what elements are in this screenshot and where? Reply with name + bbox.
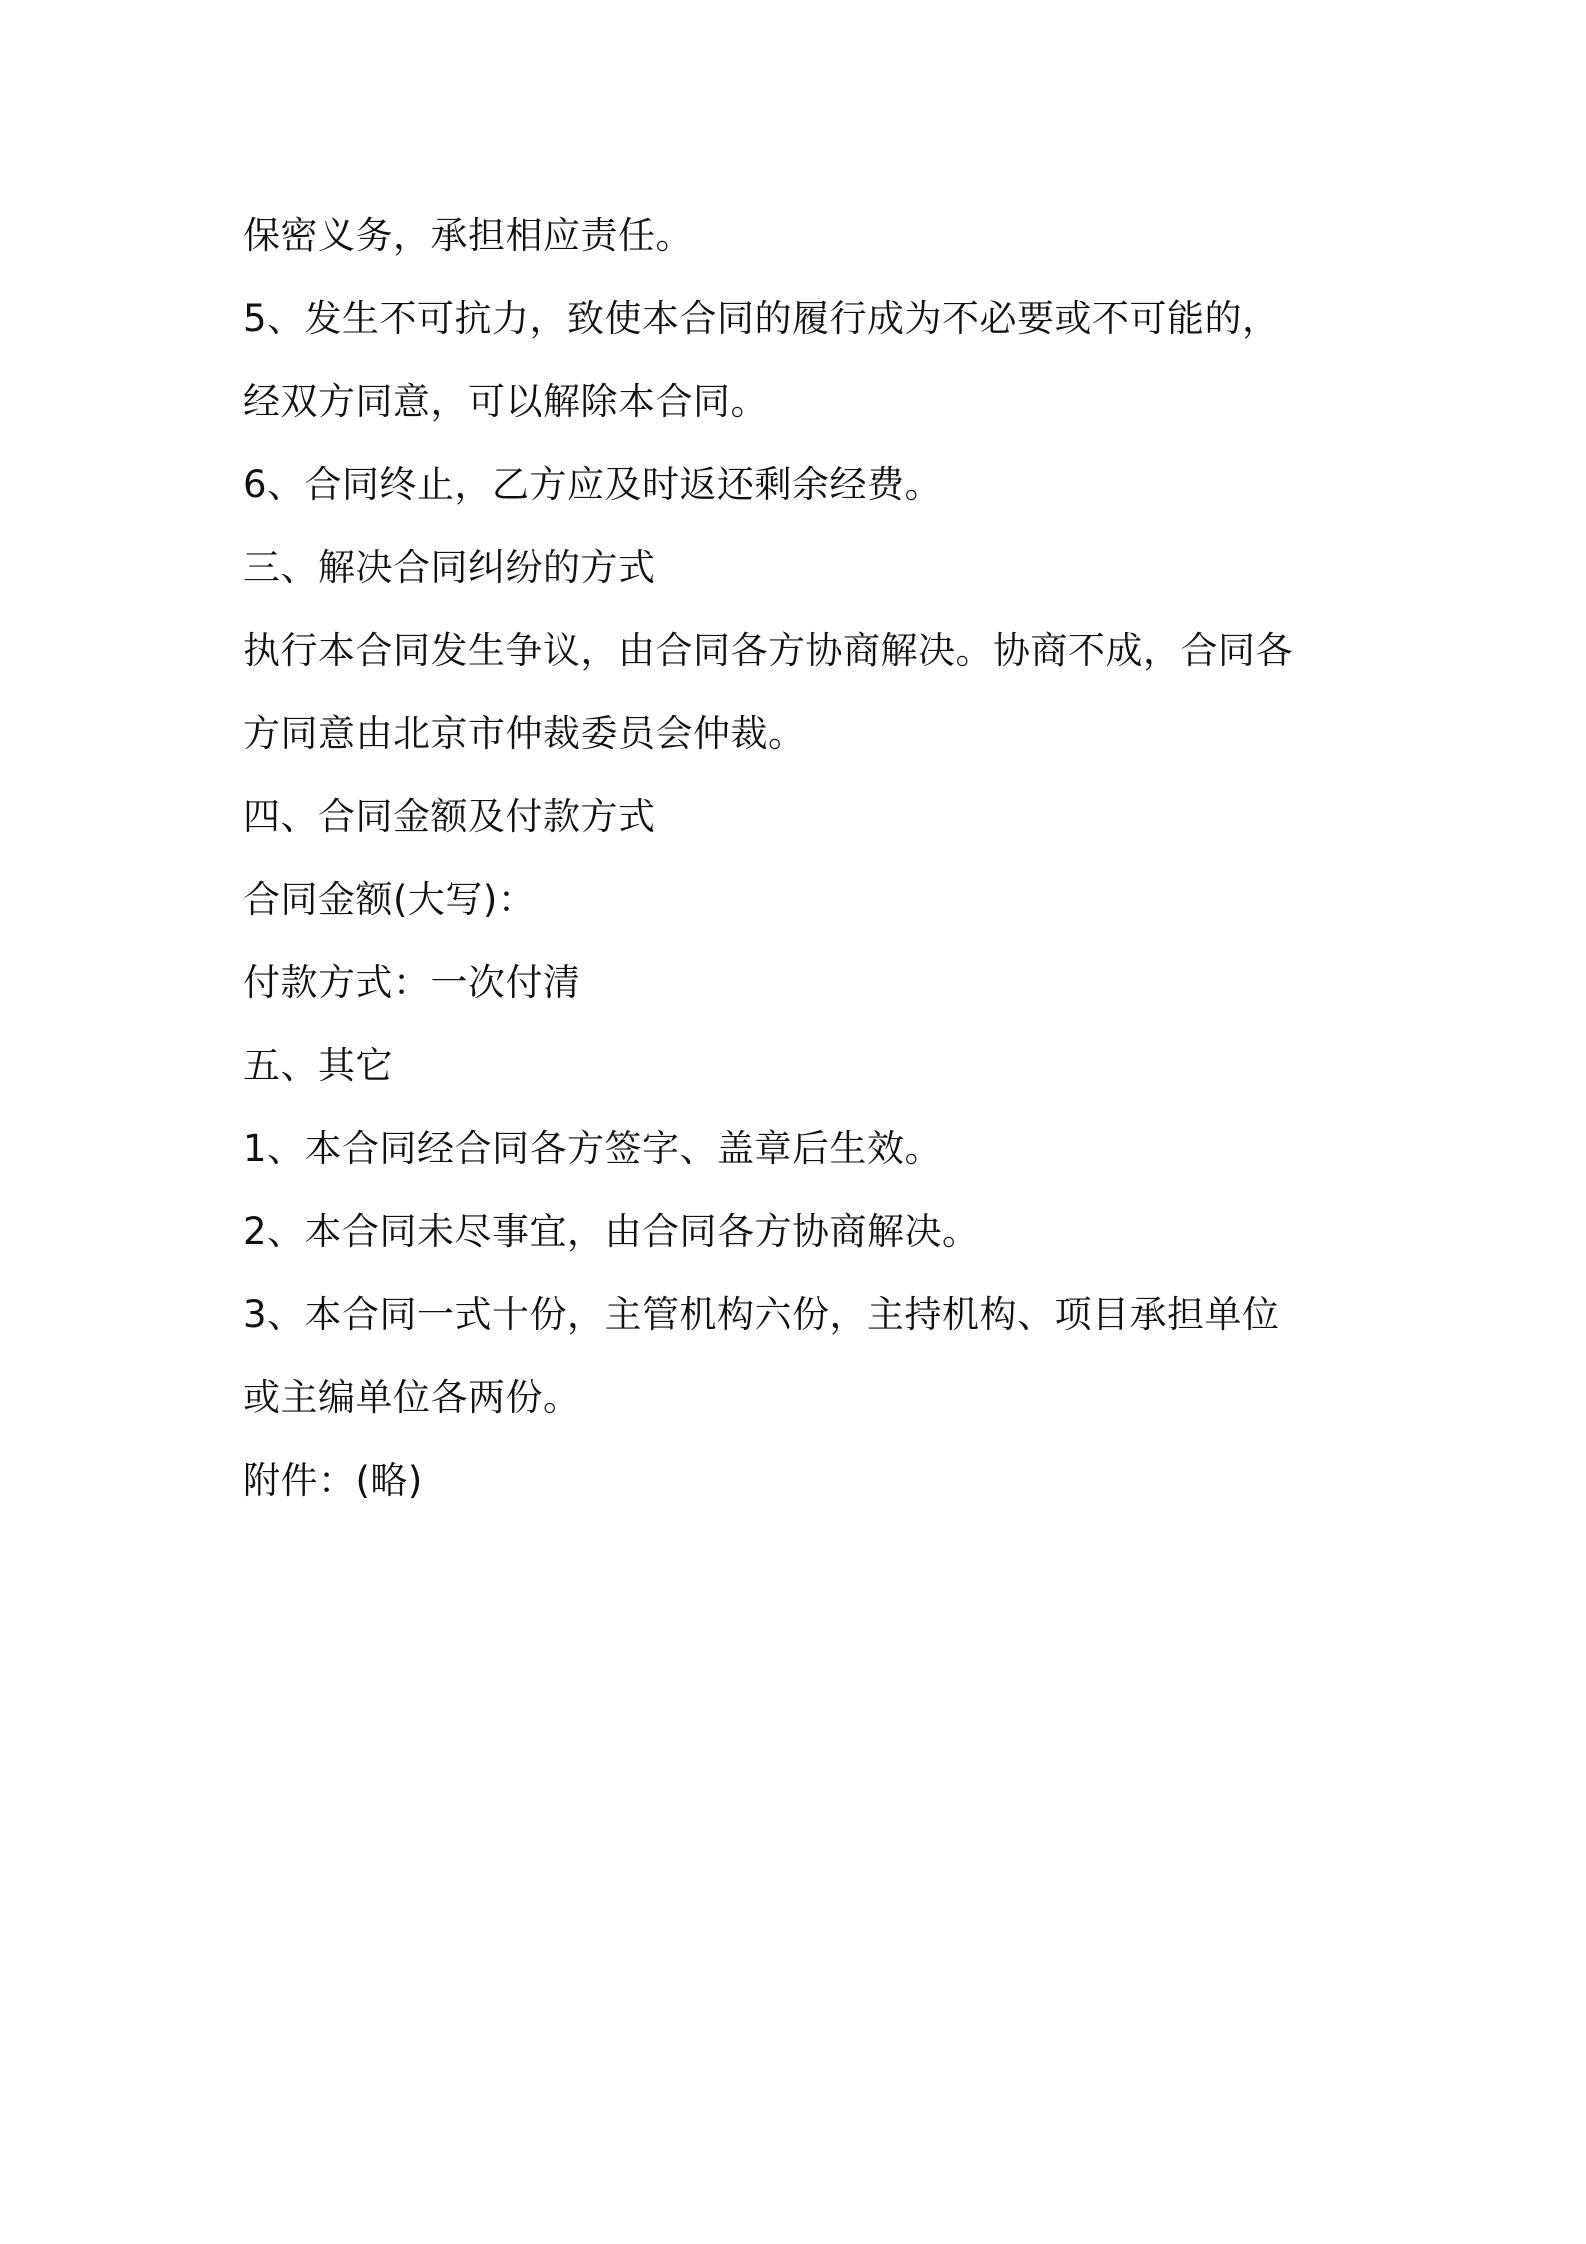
attachment-line: 附件：(略) (243, 1459, 423, 1502)
dispute-paragraph-line-2: 方同意由北京市仲裁委员会仲裁。 (243, 712, 806, 755)
paragraph-continuation-confidentiality: 保密义务，承担相应责任。 (243, 214, 693, 257)
clause-5-line-2: 经双方同意，可以解除本合同。 (243, 380, 768, 423)
other-clause-1: 1、本合同经合同各方签字、盖章后生效。 (243, 1127, 943, 1170)
dispute-paragraph-line-1: 执行本合同发生争议，由合同各方协商解决。协商不成，合同各 (243, 629, 1293, 672)
section-heading-other: 五、其它 (243, 1044, 393, 1087)
other-clause-2: 2、本合同未尽事宜，由合同各方协商解决。 (243, 1210, 980, 1253)
clause-5-line-1: 5、发生不可抗力，致使本合同的履行成为不必要或不可能的， (243, 297, 1280, 340)
contract-amount-field: 合同金额(大写)： (243, 878, 536, 921)
other-clause-3-line-2: 或主编单位各两份。 (243, 1376, 581, 1419)
other-clause-3-line-1: 3、本合同一式十份，主管机构六份，主持机构、项目承担单位 (243, 1293, 1280, 1336)
payment-method-field: 付款方式：一次付清 (243, 961, 581, 1004)
section-heading-amount-payment: 四、合同金额及付款方式 (243, 795, 656, 838)
document-body (243, 194, 1363, 1522)
section-heading-dispute-resolution: 三、解决合同纠纷的方式 (243, 546, 656, 589)
clause-6: 6、合同终止，乙方应及时返还剩余经费。 (243, 463, 943, 506)
